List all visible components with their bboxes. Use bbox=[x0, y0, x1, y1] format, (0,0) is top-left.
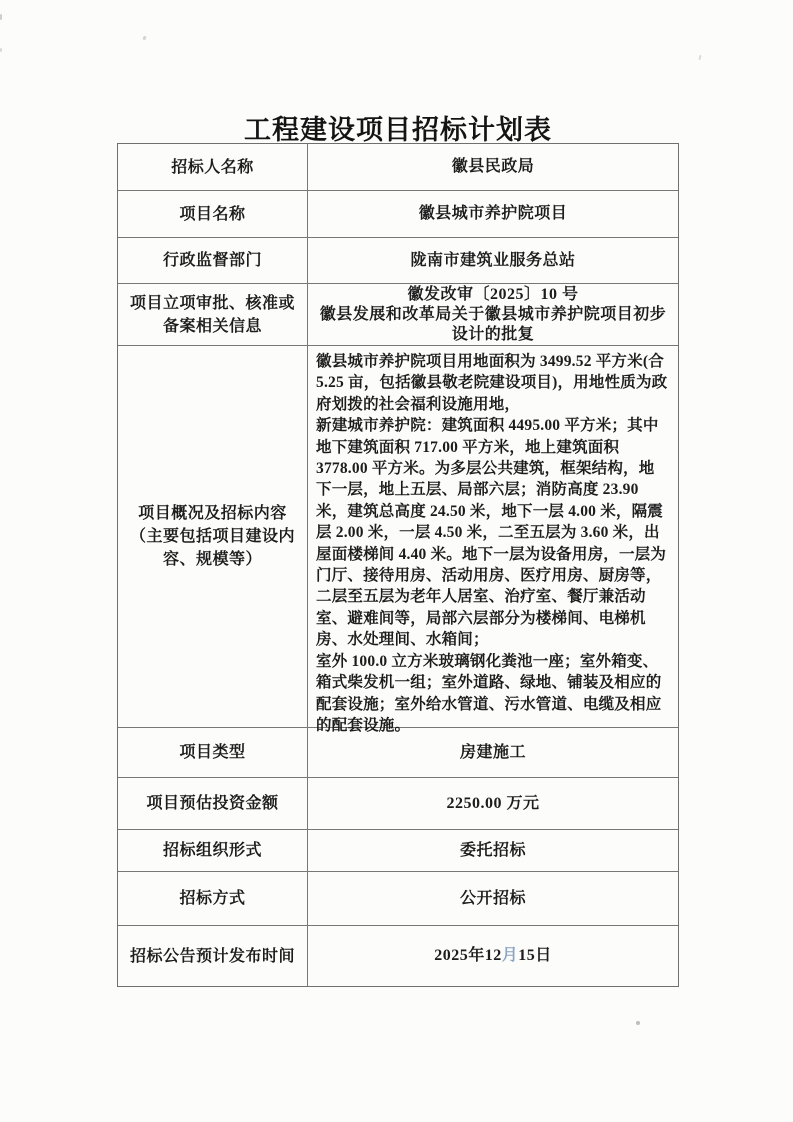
document-title: 工程建设项目招标计划表 bbox=[244, 115, 552, 145]
row-label: 项目概况及招标内容（主要包括项目建设内容、规模等） bbox=[118, 346, 308, 727]
table-row-bidding-method bbox=[118, 872, 678, 926]
row-value bbox=[308, 284, 678, 345]
table-row-estimated-investment bbox=[118, 778, 678, 830]
table-row-approval-info bbox=[118, 284, 678, 346]
row-value: 徽县民政局 bbox=[451, 158, 535, 175]
row-value: 2250.00 万元 bbox=[446, 794, 540, 812]
scan-speck bbox=[0, 14, 2, 20]
row-label: 项目类型 bbox=[118, 728, 308, 777]
date-part-pre: 2025年12 bbox=[434, 947, 502, 964]
approval-doc-number: 徽发改审〔2025〕10 号 bbox=[407, 285, 579, 303]
row-value bbox=[308, 926, 678, 986]
scan-speck bbox=[636, 1021, 640, 1025]
row-label: 项目立项审批、核准或备案相关信息 bbox=[118, 284, 308, 345]
row-label: 招标组织形式 bbox=[118, 830, 308, 871]
table-row-announcement-date bbox=[118, 926, 678, 986]
table-row-project-overview bbox=[118, 346, 678, 734]
row-value: 徽县城市养护院项目 bbox=[418, 205, 568, 222]
scan-speck bbox=[142, 36, 146, 41]
bidding-plan-table bbox=[117, 143, 679, 987]
row-value: 公开招标 bbox=[459, 889, 526, 907]
table-row-project-type bbox=[118, 728, 678, 778]
row-label: 招标人名称 bbox=[118, 144, 308, 190]
row-label: 行政监督部门 bbox=[118, 238, 308, 283]
approval-doc-title: 徽县发展和改革局关于徽县城市养护院项目初步设计的批复 bbox=[319, 305, 667, 343]
overview-paragraph-land: 徽县城市养护院项目用地面积为 3499.52 平方米(合 5.25 亩，包括徽县敬老院建设项目)，用地性质为政府划拨的社会福利设施用地， bbox=[316, 353, 668, 413]
table-row-organization-form bbox=[118, 830, 678, 872]
scan-speck bbox=[0, 48, 2, 52]
row-value: 陇南市建筑业服务总站 bbox=[410, 251, 576, 269]
row-value bbox=[308, 346, 678, 734]
row-label: 项目预估投资金额 bbox=[118, 778, 308, 829]
row-label: 项目名称 bbox=[118, 191, 308, 237]
table-row-project-name bbox=[118, 191, 678, 238]
date-part-post: 15日 bbox=[518, 947, 552, 964]
row-label: 招标公告预计发布时间 bbox=[118, 926, 308, 986]
table-row-supervising-department bbox=[118, 238, 678, 284]
overview-paragraph-outdoor: 室外 100.0 立方米玻璃钢化粪池一座；室外箱变、箱式柴发机一组；室外道路、绿地、铺装及相应的配套设施；室外给水管道、污水管道、电缆及相应的配套设施。 bbox=[316, 652, 662, 734]
row-value: 委托招标 bbox=[459, 841, 526, 859]
row-label: 招标方式 bbox=[118, 872, 308, 925]
date-part-month: 月 bbox=[501, 947, 519, 964]
row-value: 房建施工 bbox=[459, 743, 526, 761]
overview-paragraph-building: 新建城市养护院：建筑面积 4495.00 平方米；其中地下建筑面积 717.00 平方米，地上建筑面积 3778.00 平方米。为多层公共建筑，框架结构，地下一层，地上五层、局部六层；消防高度 23.90 米，建筑总高度 24.50 米，地下一层 4.00 米，隔震层 2.00 米，一层 4.50 米，二至五层为 3.60 米，出屋面楼梯间 4.40 米。地下一层为设备用房，一层为门厅、接待用房、活动用房、医疗用房、厨房等，二层至五层为老年人居室、治疗室、餐厅兼活动室、避难间等，局部六层部分为楼梯间、电梯机房、水处理间、水箱间； bbox=[316, 417, 667, 649]
announcement-date bbox=[434, 946, 552, 966]
table-row-bidder-name bbox=[118, 144, 678, 191]
scan-speck bbox=[698, 55, 701, 60]
